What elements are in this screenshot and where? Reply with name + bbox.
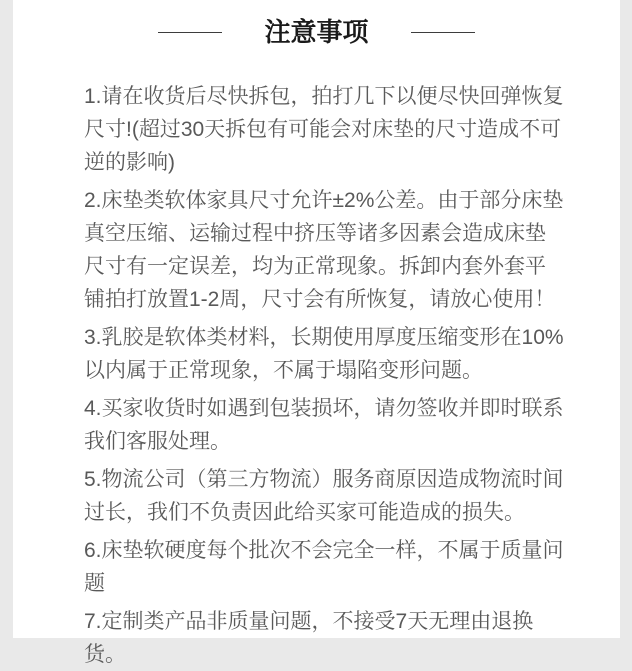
notice-header [13, 16, 620, 48]
notice-list [84, 80, 565, 671]
title-rule-left [158, 32, 222, 33]
notice-item-7: 7.定制类产品非质量问题，不接受7天无理由退换货。 [84, 610, 534, 666]
notice-item-5: 5.物流公司（第三方物流）服务商原因造成物流时间过长，我们不负责因此给买家可能造成的损失。 [84, 468, 564, 524]
notice-item-1: 1.请在收货后尽快拆包，拍打几下以便尽快回弹恢复尺寸!(超过30天拆包有可能会对床垫的尺寸造成不可逆的影响) [84, 85, 564, 174]
notice-item-2: 2.床垫类软体家具尺寸允许±2%公差。由于部分床垫真空压缩、运输过程中挤压等诸多因素会造成床垫尺寸有一定误差，均为正常现象。拆卸内套外套平铺拍打放置1-2周，尺寸会有所恢复，请放心使用！ [84, 189, 564, 311]
title-rule-right [411, 32, 475, 33]
page-title: 注意事项 [264, 17, 369, 47]
content-card [13, 0, 620, 666]
notice-item-4: 4.买家收货时如遇到包装损坏，请勿签收并即时联系我们客服处理。 [84, 397, 564, 453]
notice-item-3: 3.乳胶是软体类材料，长期使用厚度压缩变形在10%以内属于正常现象，不属于塌陷变形问题。 [84, 326, 564, 382]
notice-item-6: 6.床垫软硬度每个批次不会完全一样，不属于质量问题 [84, 539, 564, 595]
